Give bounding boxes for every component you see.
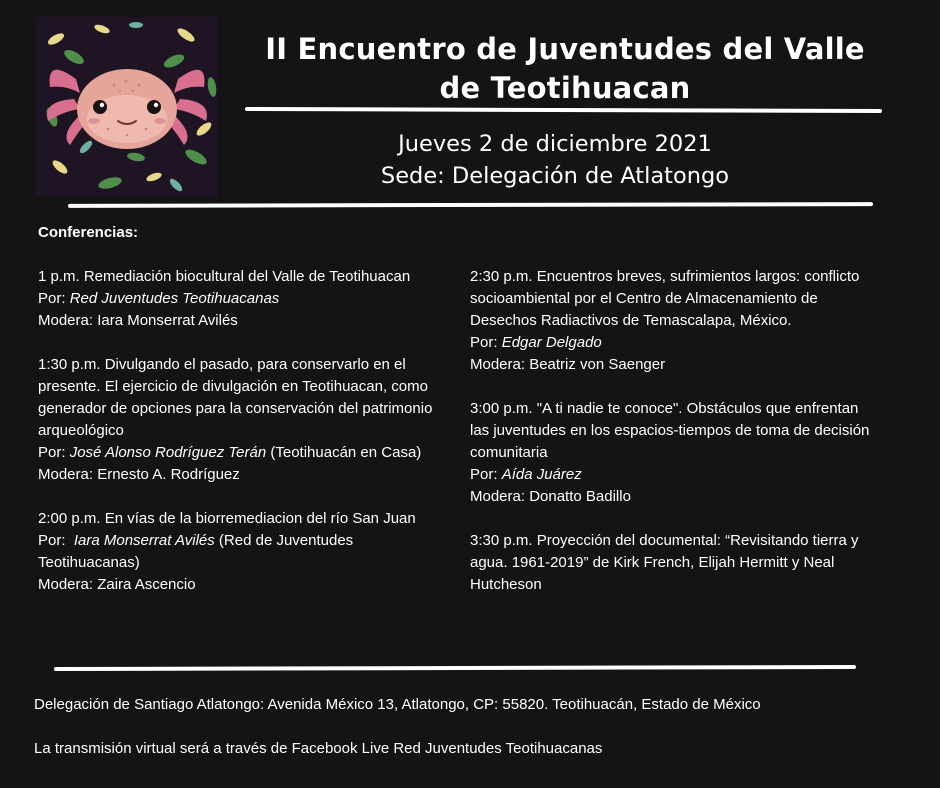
conference-title: 2:30 p.m. Encuentros breves, sufrimientos largos: conflicto socioambiental por el Centro de Almacenamiento de Desechos Radiactivos de Temascalapa, México. <box>470 268 860 329</box>
conference-moderator: Modera: Iara Monserrat Avilés <box>38 312 238 329</box>
speaker-name: Edgar Delgado <box>501 334 602 351</box>
speaker-affiliation: (Red de Juventudes Teotihuacanas) <box>38 532 354 571</box>
event-title: II Encuentro de Juventudes del Valle de Teotihuacan <box>265 32 865 105</box>
conference-item <box>38 266 448 332</box>
conference-speaker <box>470 332 880 354</box>
speaker-name: José Alonso Rodríguez Terán <box>69 444 267 461</box>
conference-item <box>38 508 448 596</box>
conference-title: 1 p.m. Remediación biocultural del Valle de Teotihuacan <box>38 268 411 285</box>
speaker-label: Por: <box>38 532 74 549</box>
title-divider <box>245 107 882 113</box>
conference-speaker <box>38 442 448 464</box>
conferences-heading: Conferencias: <box>38 224 139 241</box>
event-venue: Sede: Delegación de Atlatongo <box>380 163 730 189</box>
axolotl-logo <box>36 17 218 197</box>
speaker-name: Iara Monserrat Avilés <box>73 532 215 549</box>
conference-item <box>470 398 880 508</box>
speaker-label: Por: <box>470 334 502 351</box>
conferences-left-column <box>38 266 448 618</box>
conference-speaker <box>38 288 448 310</box>
header-divider <box>68 202 873 208</box>
venue-address: Delegación de Santiago Atlatongo: Avenida México 13, Atlatongo, CP: 55820. Teotihuacán, Estado de México <box>34 696 761 713</box>
conference-item <box>470 266 880 376</box>
conference-title: 3:30 p.m. Proyección del documental: “Revisitando tierra y agua. 1961-2019” de Kirk French, Elijah Hermitt y Neal Hutcheson <box>470 532 859 593</box>
stream-info: La transmisión virtual será a través de Facebook Live Red Juventudes Teotihuacanas <box>34 740 603 757</box>
event-date: Jueves 2 de diciembre 2021 <box>398 131 712 157</box>
conference-speaker <box>470 464 880 486</box>
speaker-label: Por: <box>38 290 70 307</box>
footer-divider <box>54 665 856 671</box>
conference-speaker <box>38 530 448 574</box>
event-details <box>330 128 780 192</box>
speaker-label: Por: <box>470 466 502 483</box>
conference-moderator: Modera: Donatto Badillo <box>470 488 631 505</box>
speaker-label: Por: <box>38 444 70 461</box>
conference-moderator: Modera: Zaira Ascencio <box>38 576 196 593</box>
speaker-name: Aída Juárez <box>501 466 582 483</box>
conference-moderator: Modera: Ernesto A. Rodríguez <box>38 466 240 483</box>
speaker-name: Red Juventudes Teotihuacanas <box>69 290 280 307</box>
speaker-affiliation: (Teotihuacán en Casa) <box>266 444 422 461</box>
conference-title: 2:00 p.m. En vías de la biorremediacion del río San Juan <box>38 510 416 527</box>
conference-title: 3:00 p.m. "A ti nadie te conoce". Obstáculos que enfrentan las juventudes en los espacios-tiempos de toma de decisión comunitaria <box>470 400 870 461</box>
conference-title: 1:30 p.m. Divulgando el pasado, para conservarlo en el presente. El ejercicio de divulgación en Teotihuacan, como generador de opciones para la conservación del patrimonio arqueológico <box>38 356 433 439</box>
conference-moderator: Modera: Beatriz von Saenger <box>470 356 666 373</box>
conference-item <box>38 354 448 486</box>
axolotl-illustration-icon <box>36 17 218 197</box>
conferences-right-column <box>470 266 880 618</box>
conference-item <box>470 530 880 596</box>
